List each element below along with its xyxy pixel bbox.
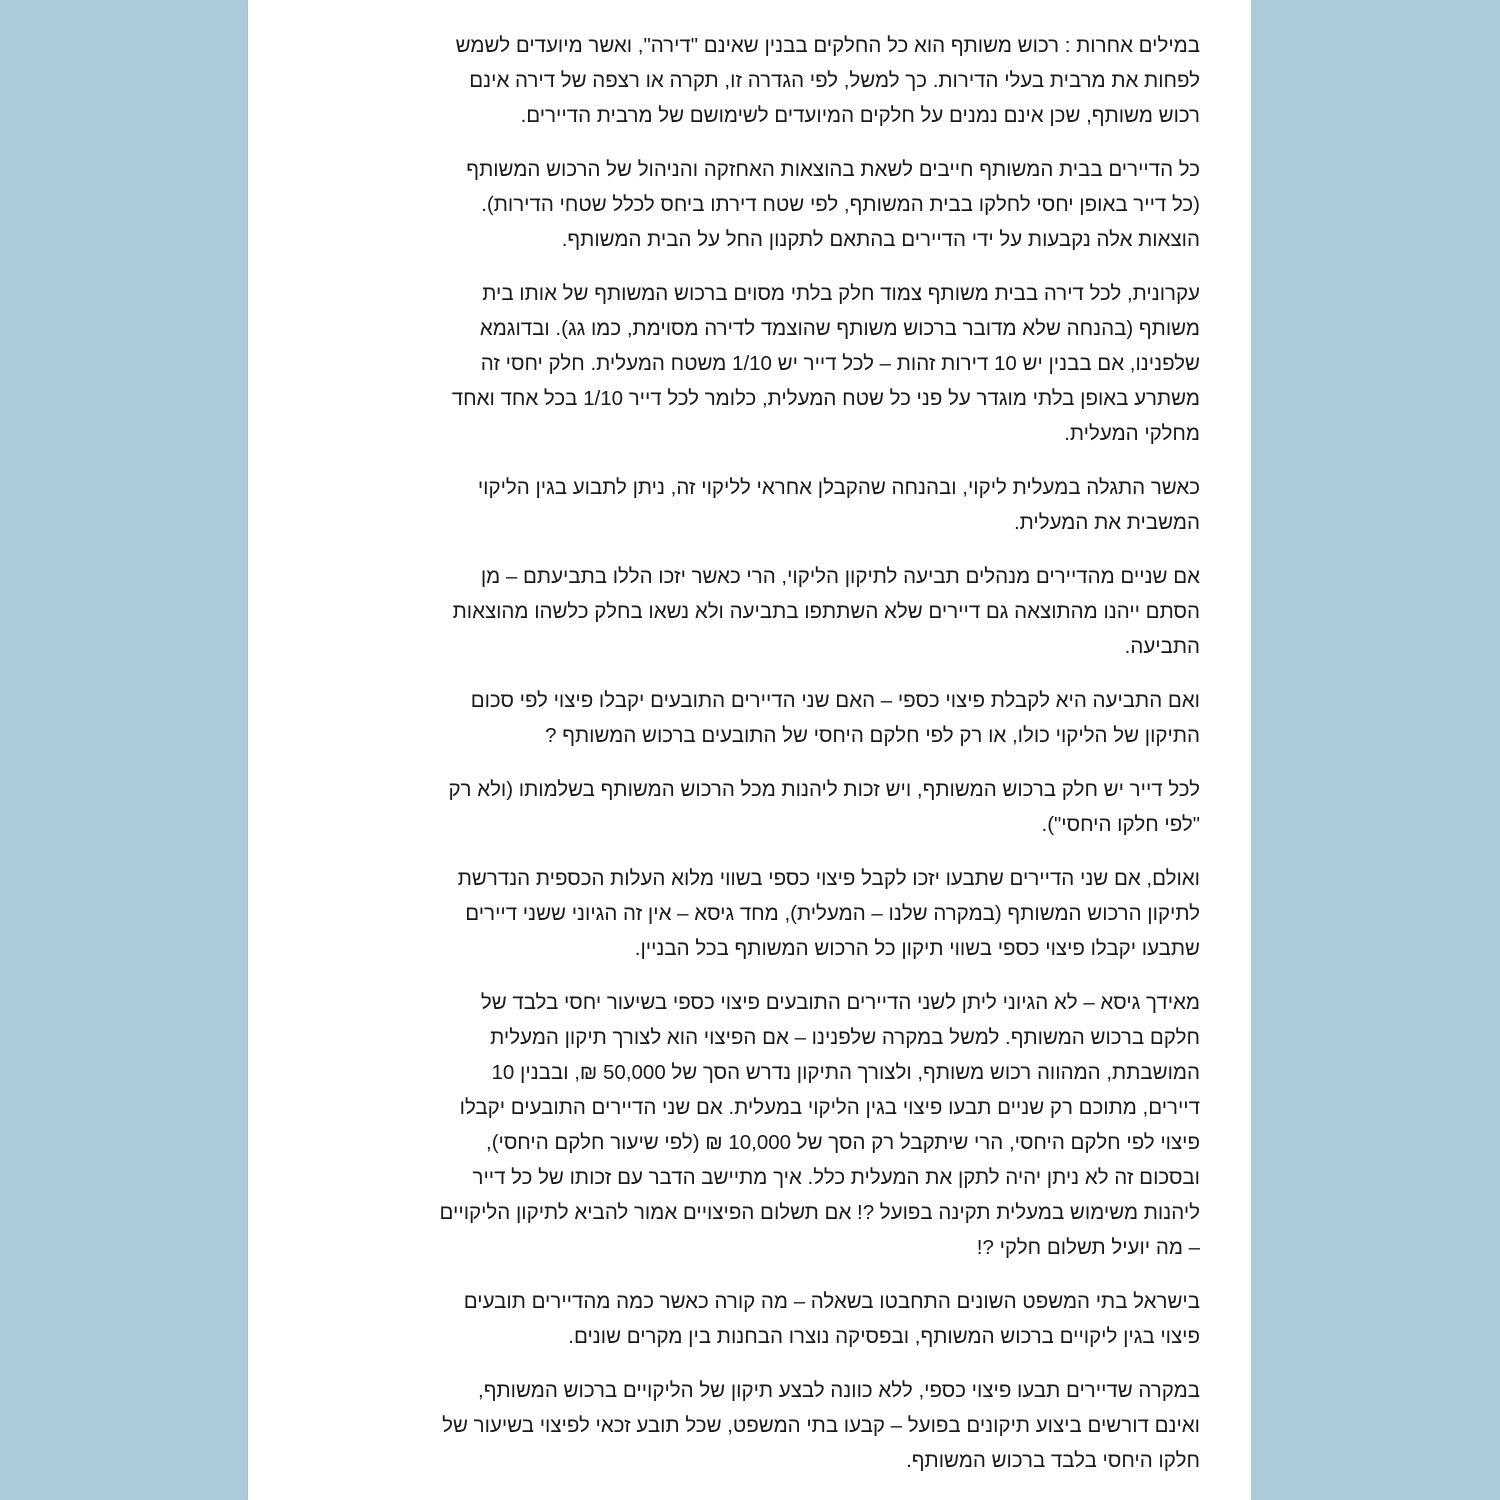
text-line: פיצוי בגין ליקויים ברכוש המשותף, ובפסיקה נוצרו הבחנות בין מקרים שונים.: [568, 1325, 1200, 1348]
paragraph: [320, 1373, 1200, 1478]
text-line: הוצאות אלה נקבעות על ידי הדיירים בהתאם לתקנון החל על הבית המשותף.: [561, 228, 1200, 251]
text-line: – מה יועיל תשלום חלקי ?!: [976, 1236, 1200, 1259]
paragraph: [320, 683, 1200, 753]
text-line: עקרונית, לכל דירה בבית משותף צמוד חלק בלתי מסוים ברכוש המשותף של אותו בית: [482, 282, 1200, 305]
text-line: משתרע באופן בלתי מוגדר על פני כל שטח המעלית, כלומר לכל דייר 1/10 בכל אחד ואחד: [451, 387, 1200, 410]
text-line: כאשר התגלה במעלית ליקוי, ובהנחה שהקבלן אחראי לליקוי זה, ניתן לתבוע בגין הליקוי: [477, 476, 1200, 499]
text-line: "לפי חלקו היחסי").: [1041, 813, 1200, 836]
text-line: המשבית את המעלית.: [1013, 511, 1200, 534]
text-line: אם שניים מהדיירים מנהלים תביעה לתיקון הליקוי, הרי כאשר יזכו הללו בתביעתם – מן: [480, 565, 1200, 588]
text-line: ליהנות משימוש במעלית תקינה בפועל ?! אם תשלום הפיצויים אמור להביא לתיקון הליקויים: [439, 1201, 1200, 1224]
text-line: שתבעו יקבלו פיצוי כספי בשווי תיקון כל הרכוש המשותף בכל הבניין.: [634, 937, 1200, 960]
text-line: ואם התביעה היא לקבלת פיצוי כספי – האם שני הדיירים התובעים יקבלו פיצוי לפי סכום: [470, 689, 1200, 712]
text-line: המושבתת, המהווה רכוש משותף, ולצורך התיקון נדרש הסך של 50,000 ₪, ובבנין 10: [491, 1061, 1200, 1084]
text-line: חלקו היחסי בלבד ברכוש המשותף.: [906, 1449, 1200, 1472]
paragraph: [320, 470, 1200, 540]
text-line: שלפנינו, אם בבנין יש 10 דירות זהות – לכל דייר יש 1/10 משטח המעלית. חלק יחסי זה: [480, 352, 1200, 375]
text-line: פיצוי לפי חלקם היחסי, הרי שיתקבל רק הסך של 10,000 ₪ (לפי שיעור חלקם היחסי),: [486, 1131, 1200, 1154]
paragraph: [320, 985, 1200, 1265]
text-line: רכוש משותף, שכן אינם נמנים על חלקים המיועדים לשימושם של מרבית הדיירים.: [520, 104, 1200, 127]
text-line: מאידך גיסא – לא הגיוני ליתן לשני הדיירים התובעים פיצוי כספי בשיעור יחסי בלבד של: [480, 991, 1200, 1014]
text-line: (כל דייר באופן יחסי לחלקו בבית המשותף, לפי שטח דירתו ביחס לכלל שטחי הדירות).: [481, 193, 1200, 216]
text-line: כל הדיירים בבית המשותף חייבים לשאת בהוצאות האחזקה והניהול של הרכוש המשותף: [466, 158, 1200, 181]
text-line: דיירים, מתוכם רק שניים תבעו פיצוי בגין הליקוי במעלית. אם שני הדיירים התובעים יקבלו: [459, 1096, 1200, 1119]
paragraph: [320, 559, 1200, 664]
text-line: חלקם ברכוש המשותף. למשל במקרה שלפנינו – אם הפיצוי הוא לצורך תיקון המעלית: [490, 1026, 1200, 1049]
document-page: [248, 0, 1251, 1500]
paragraph: [320, 276, 1200, 451]
text-line: לפחות את מרבית בעלי הדירות. כך למשל, לפי הגדרה זו, תקרה או רצפה של דירה אינם: [469, 69, 1200, 92]
text-line: במילים אחרות : רכוש משותף הוא כל החלקים בבנין שאינם "דירה", ואשר מיועדים לשמש: [455, 34, 1200, 57]
paragraph: [320, 28, 1200, 133]
text-line: במקרה שדיירים תבעו פיצוי כספי, ללא כוונה לבצע תיקון של הליקויים ברכוש המשותף,: [478, 1379, 1200, 1402]
paragraph: [320, 152, 1200, 257]
text-line: לכל דייר יש חלק ברכוש המשותף, ויש זכות ליהנות מכל הרכוש המשותף בשלמותו (ולא רק: [448, 778, 1200, 801]
text-line: ואולם, אם שני הדיירים שתבעו יזכו לקבל פיצוי כספי בשווי מלוא העלות הכספית הנדרשת: [457, 867, 1200, 890]
text-line: התביעה.: [1124, 635, 1200, 658]
text-line: לתיקון הרכוש המשותף (במקרה שלנו – המעלית), מחד גיסא – אין זה הגיוני ששני דיירים: [465, 902, 1200, 925]
paragraph: [320, 1284, 1200, 1354]
text-line: בישראל בתי המשפט השונים התחבטו בשאלה – מה קורה כאשר כמה מהדיירים תובעים: [463, 1290, 1200, 1313]
document-body: [320, 28, 1200, 1497]
paragraph: [320, 861, 1200, 966]
text-line: ובסכום זה לא ניתן יהיה לתקן את המעלית כלל. איך מתיישב הדבר עם זכותו של כל דייר: [472, 1166, 1200, 1189]
text-line: התיקון של הליקוי כולו, או רק לפי חלקם היחסי של התובעים ברכוש המשותף ?: [545, 724, 1200, 747]
text-line: מחלקי המעלית.: [1064, 422, 1200, 445]
text-line: משותף (בהנחה שלא מדובר ברכוש משותף שהוצמד לדירה מסוימת, כמו גג). ובדוגמא: [479, 317, 1200, 340]
paragraph: [320, 772, 1200, 842]
text-line: הסתם ייהנו מהתוצאה גם דיירים שלא השתתפו בתביעה ולא נשאו בחלק כלשהו מהוצאות: [452, 600, 1200, 623]
text-line: ואינם דורשים ביצוע תיקונים בפועל – קבעו בתי המשפט, שכל תובע זכאי לפיצוי בשיעור של: [442, 1414, 1200, 1437]
